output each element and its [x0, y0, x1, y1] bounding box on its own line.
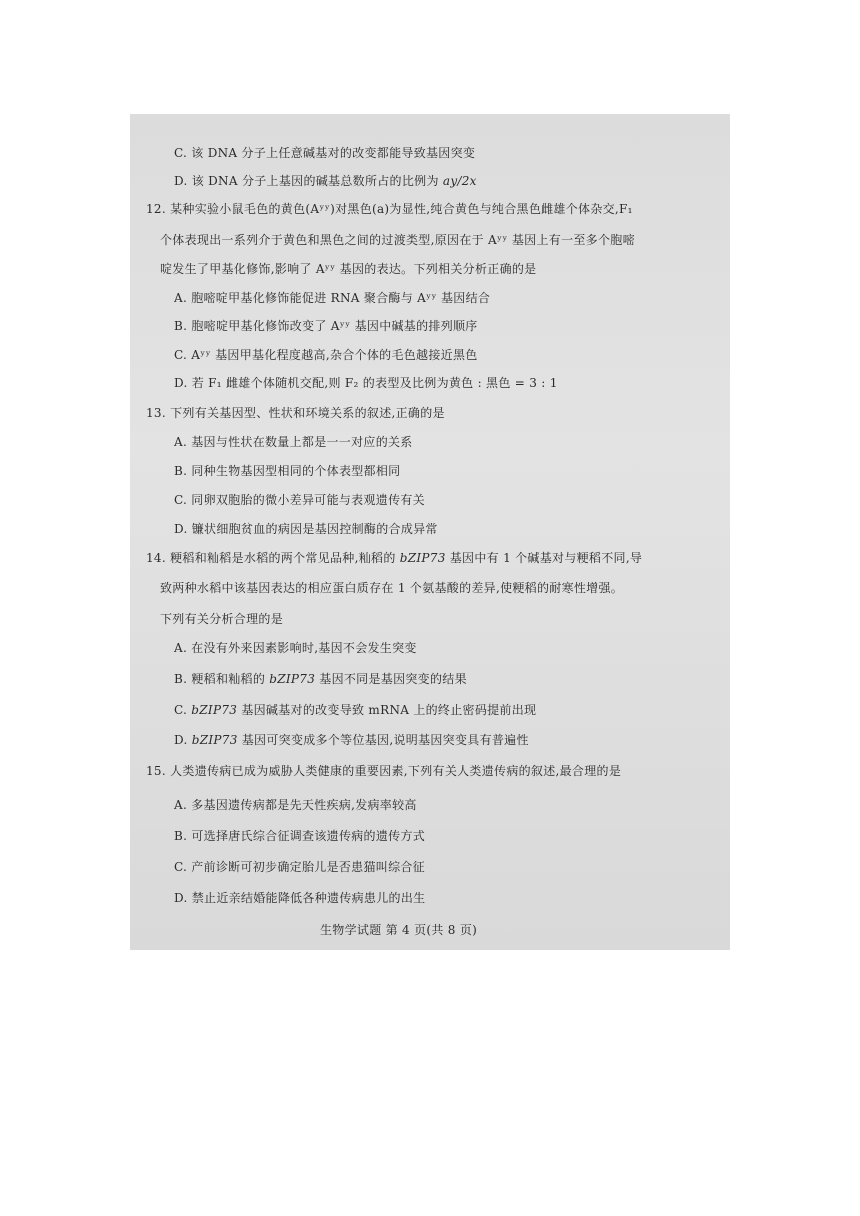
q14-stem-line-1: 14. 粳稻和籼稻是水稻的两个常见品种,籼稻的 bZIP73 基因中有 1 个碱基对与粳稻不同,导 [146, 551, 643, 565]
q12-stem-line-2: 个体表现出一系列介于黄色和黑色之间的过渡类型,原因在于 Aʸʸ 基因上有一至多个胞嘧 [160, 233, 635, 247]
q12-option-d: D. 若 F₁ 雌雄个体随机交配,则 F₂ 的表型及比例为黄色 : 黑色 = 3 : 1 [174, 376, 558, 390]
q15-option-a: A. 多基因遗传病都是先天性疾病,发病率较高 [174, 798, 417, 812]
q14-option-c: C. bZIP73 基因碱基对的改变导致 mRNA 上的终止密码提前出现 [174, 703, 537, 717]
q14-option-b: B. 粳稻和籼稻的 bZIP73 基因不同是基因突变的结果 [174, 672, 467, 686]
q14-option-a: A. 在没有外来因素影响时,基因不会发生突变 [174, 641, 417, 655]
q14-option-d: D. bZIP73 基因可突变成多个等位基因,说明基因突变具有普遍性 [174, 733, 529, 747]
q14-stem-line-3: 下列有关分析合理的是 [160, 612, 284, 626]
q15-stem: 15. 人类遗传病已成为威胁人类健康的重要因素,下列有关人类遗传病的叙述,最合理的是 [146, 764, 622, 778]
q13-option-d: D. 镰状细胞贫血的病因是基因控制酶的合成异常 [174, 522, 438, 536]
q11-option-c: C. 该 DNA 分子上任意碱基对的改变都能导致基因突变 [174, 146, 476, 160]
q12-option-c: C. Aʸʸ 基因甲基化程度越高,杂合个体的毛色越接近黑色 [174, 348, 478, 362]
page-footer: 生物学试题 第 4 页(共 8 页) [320, 923, 478, 937]
q13-stem: 13. 下列有关基因型、性状和环境关系的叙述,正确的是 [146, 406, 445, 420]
q12-stem-line-3: 啶发生了甲基化修饰,影响了 Aʸʸ 基因的表达。下列相关分析正确的是 [160, 262, 537, 276]
q15-option-c: C. 产前诊断可初步确定胎儿是否患猫叫综合征 [174, 860, 425, 874]
q15-option-d: D. 禁止近亲结婚能降低各种遗传病患儿的出生 [174, 891, 426, 905]
q12-option-b: B. 胞嘧啶甲基化修饰改变了 Aʸʸ 基因中碱基的排列顺序 [174, 319, 478, 333]
q13-option-c: C. 同卵双胞胎的微小差异可能与表观遗传有关 [174, 493, 425, 507]
q13-option-b: B. 同种生物基因型相同的个体表型都相同 [174, 464, 401, 478]
q12-stem-line-1: 12. 某种实验小鼠毛色的黄色(Aʸʸ)对黑色(a)为显性,纯合黄色与纯合黑色雌雄个体杂交,F₁ [146, 202, 633, 216]
exam-page-photo [130, 114, 730, 950]
q14-stem-line-2: 致两种水稻中该基因表达的相应蛋白质存在 1 个氨基酸的差异,使粳稻的耐寒性增强。 [160, 581, 624, 595]
q12-option-a: A. 胞嘧啶甲基化修饰能促进 RNA 聚合酶与 Aʸʸ 基因结合 [174, 291, 491, 305]
q13-option-a: A. 基因与性状在数量上都是一一对应的关系 [174, 435, 413, 449]
q15-option-b: B. 可选择唐氏综合征调查该遗传病的遗传方式 [174, 829, 426, 843]
q11-option-d: D. 该 DNA 分子上基因的碱基总数所占的比例为 ay/2x [174, 174, 477, 188]
